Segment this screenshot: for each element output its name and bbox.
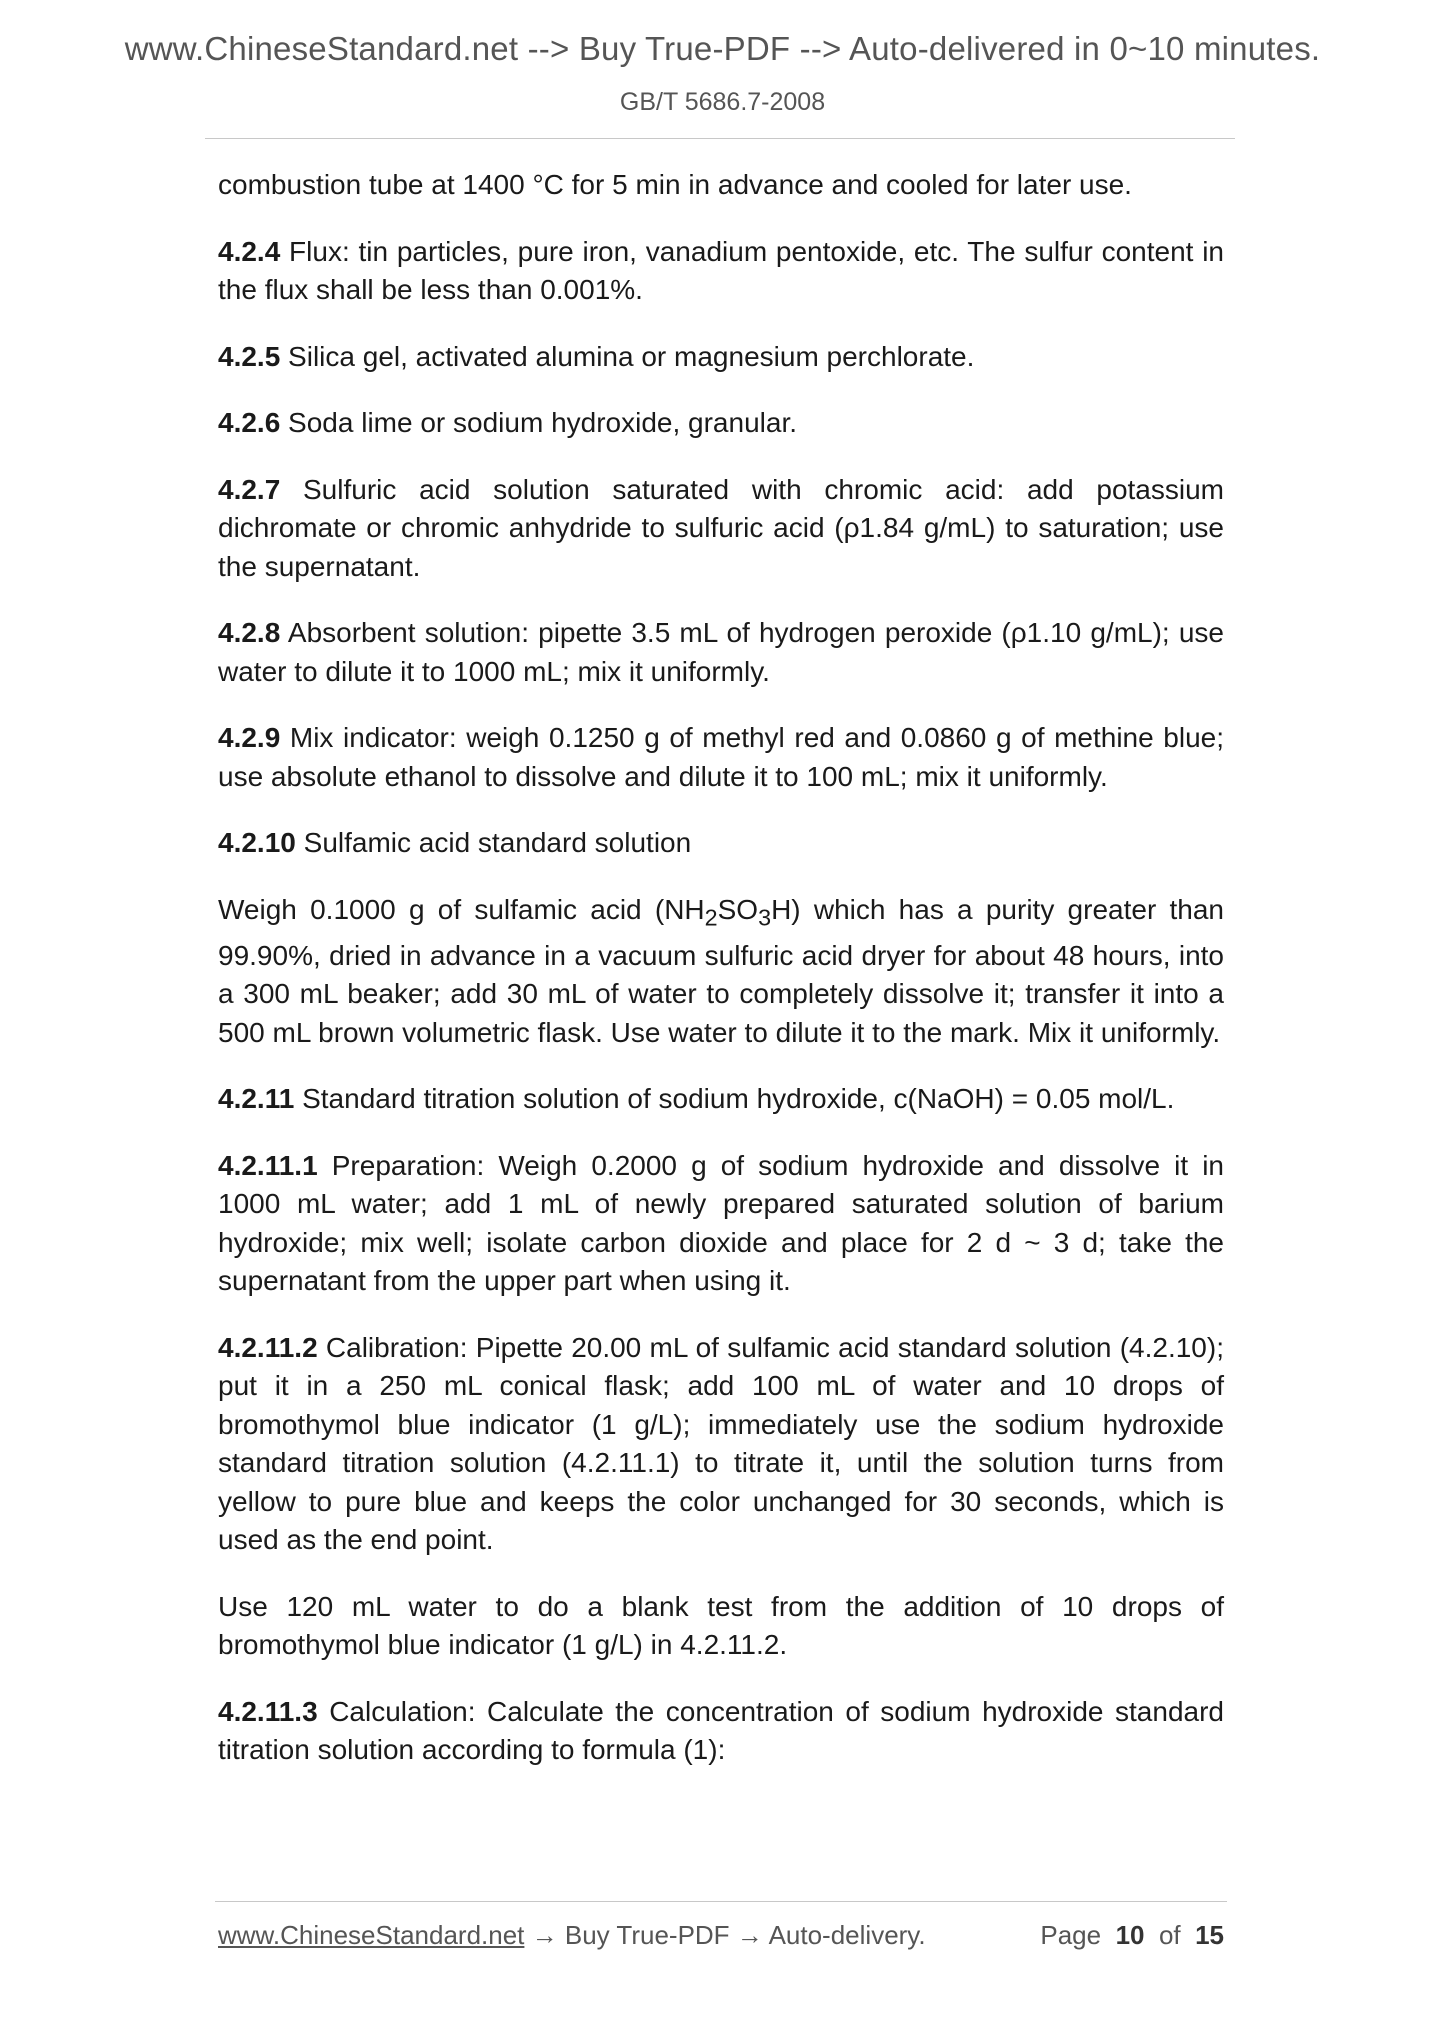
clause-4-2-11: 4.2.11 Standard titration solution of sodium hydroxide, c(NaOH) = 0.05 mol/L. — [218, 1083, 1175, 1115]
standard-code: GB/T 5686.7-2008 — [619, 88, 826, 116]
clause-number: 4.2.8 — [218, 617, 281, 648]
clause-4-2-5: 4.2.5 Silica gel, activated alumina or magnesium perchlorate. — [218, 340, 975, 372]
clause-4-2-11-1: 4.2.11.1 Preparation: Weigh 0.2000 g of sodium hydroxide and dissolve it in 1000 mL water; add 1 mL of newly prepared saturated solution of barium hydroxide; mix well; isolate carbon dioxide and place for 2 d ~ 3 d; take the supernatant from the upper part when using it. — [218, 1149, 1224, 1297]
paragraph-sulfamic-weigh: Weigh 0.1000 g of sulfamic acid $(NH_2SO_3H)$ which has a purity greater than 99.90%, dried in advance in a vacuum sulfuric acid dryer for about 48 hours, into a 300 mL beaker; add 30 mL of water to completely dissolve it; transfer it into a 500 mL brown volumetric flask. Use water to dilute it to the mark. Mix it uniformly. — [218, 893, 1224, 1048]
clause-4-2-9: 4.2.9 Mix indicator: weigh 0.1250 g of methyl red and 0.0860 g of methine blue; use absolute ethanol to dissolve and dilute it to 100 mL; mix it uniformly. — [218, 722, 1224, 792]
clause-number: 4.2.9 — [218, 722, 281, 753]
clause-number: 4.2.11 — [218, 1083, 295, 1115]
clause-4-2-6: 4.2.6 Soda lime or sodium hydroxide, granular. — [218, 407, 797, 438]
clause-number: 4.2.11.1 — [218, 1149, 318, 1181]
clause-4-2-7: 4.2.7 Sulfuric acid solution saturated with chromic acid: add potassium dichromate or chromic anhydride to sulfuric acid (ρ1.84 g/mL) to saturation; use the supernatant. — [218, 473, 1224, 582]
clause-4-2-10: 4.2.10 Sulfamic acid standard solution — [218, 827, 692, 858]
clause-4-2-11-2: 4.2.11.2 Calibration: Pipette 20.00 mL of sulfamic acid standard solution (4.2.10); put it in a 250 mL conical flask; add 100 mL of water and 10 drops of bromothymol blue indicator (1 g/L); immediately use the sodium hydroxide standard titration solution (4.2.11.1) to titrate it, until the solution turns from yellow to pure blue and keeps the color unchanged for 30 seconds, which is used as the end point. — [218, 1331, 1224, 1556]
clause-number: 4.2.11.2 — [218, 1331, 318, 1363]
clause-number: 4.2.4 — [218, 235, 281, 267]
top-banner-text: www.ChineseStandard.net --> Buy True-PDF --> Auto-delivered in 0~10 minutes. — [124, 30, 1321, 67]
clause-4-2-8: 4.2.8 Absorbent solution: pipette 3.5 mL of hydrogen peroxide (ρ1.10 g/mL); use water to dilute it to 1000 mL; mix it uniformly. — [218, 617, 1224, 687]
clause-number: 4.2.11.3 — [218, 1695, 318, 1727]
clause-number: 4.2.10 — [218, 827, 296, 858]
total-pages: 15 — [1195, 1920, 1224, 1950]
document-body — [218, 166, 1224, 1798]
current-page: 10 — [1115, 1920, 1145, 1950]
clause-number: 4.2.6 — [218, 407, 281, 438]
clause-number: 4.2.5 — [218, 340, 281, 372]
site-link[interactable]: www.ChineseStandard.net — [218, 1920, 525, 1950]
clause-number: 4.2.7 — [218, 473, 281, 505]
footer-divider — [215, 1901, 1227, 1902]
page-indicator: Page 10 of 15 — [1040, 1920, 1224, 1950]
paragraph-blank-test: Use 120 mL water to do a blank test from the addition of 10 drops of bromothymol blue indicator (1 g/L) in 4.2.11.2. — [218, 1590, 1224, 1661]
paragraph-intro: combustion tube at 1400 °C for 5 min in advance and cooled for later use. — [218, 169, 1132, 200]
clause-4-2-4: 4.2.4 Flux: tin particles, pure iron, vanadium pentoxide, etc. The sulfur content in the flux shall be less than 0.001%. — [218, 235, 1224, 305]
header-divider — [205, 138, 1235, 139]
clause-4-2-11-3: 4.2.11.3 Calculation: Calculate the concentration of sodium hydroxide standard titration solution according to formula (1): — [218, 1695, 1224, 1766]
page-footer — [218, 1920, 1224, 1951]
footer-tagline: → Buy True-PDF → Auto-delivery. — [524, 1920, 926, 1950]
